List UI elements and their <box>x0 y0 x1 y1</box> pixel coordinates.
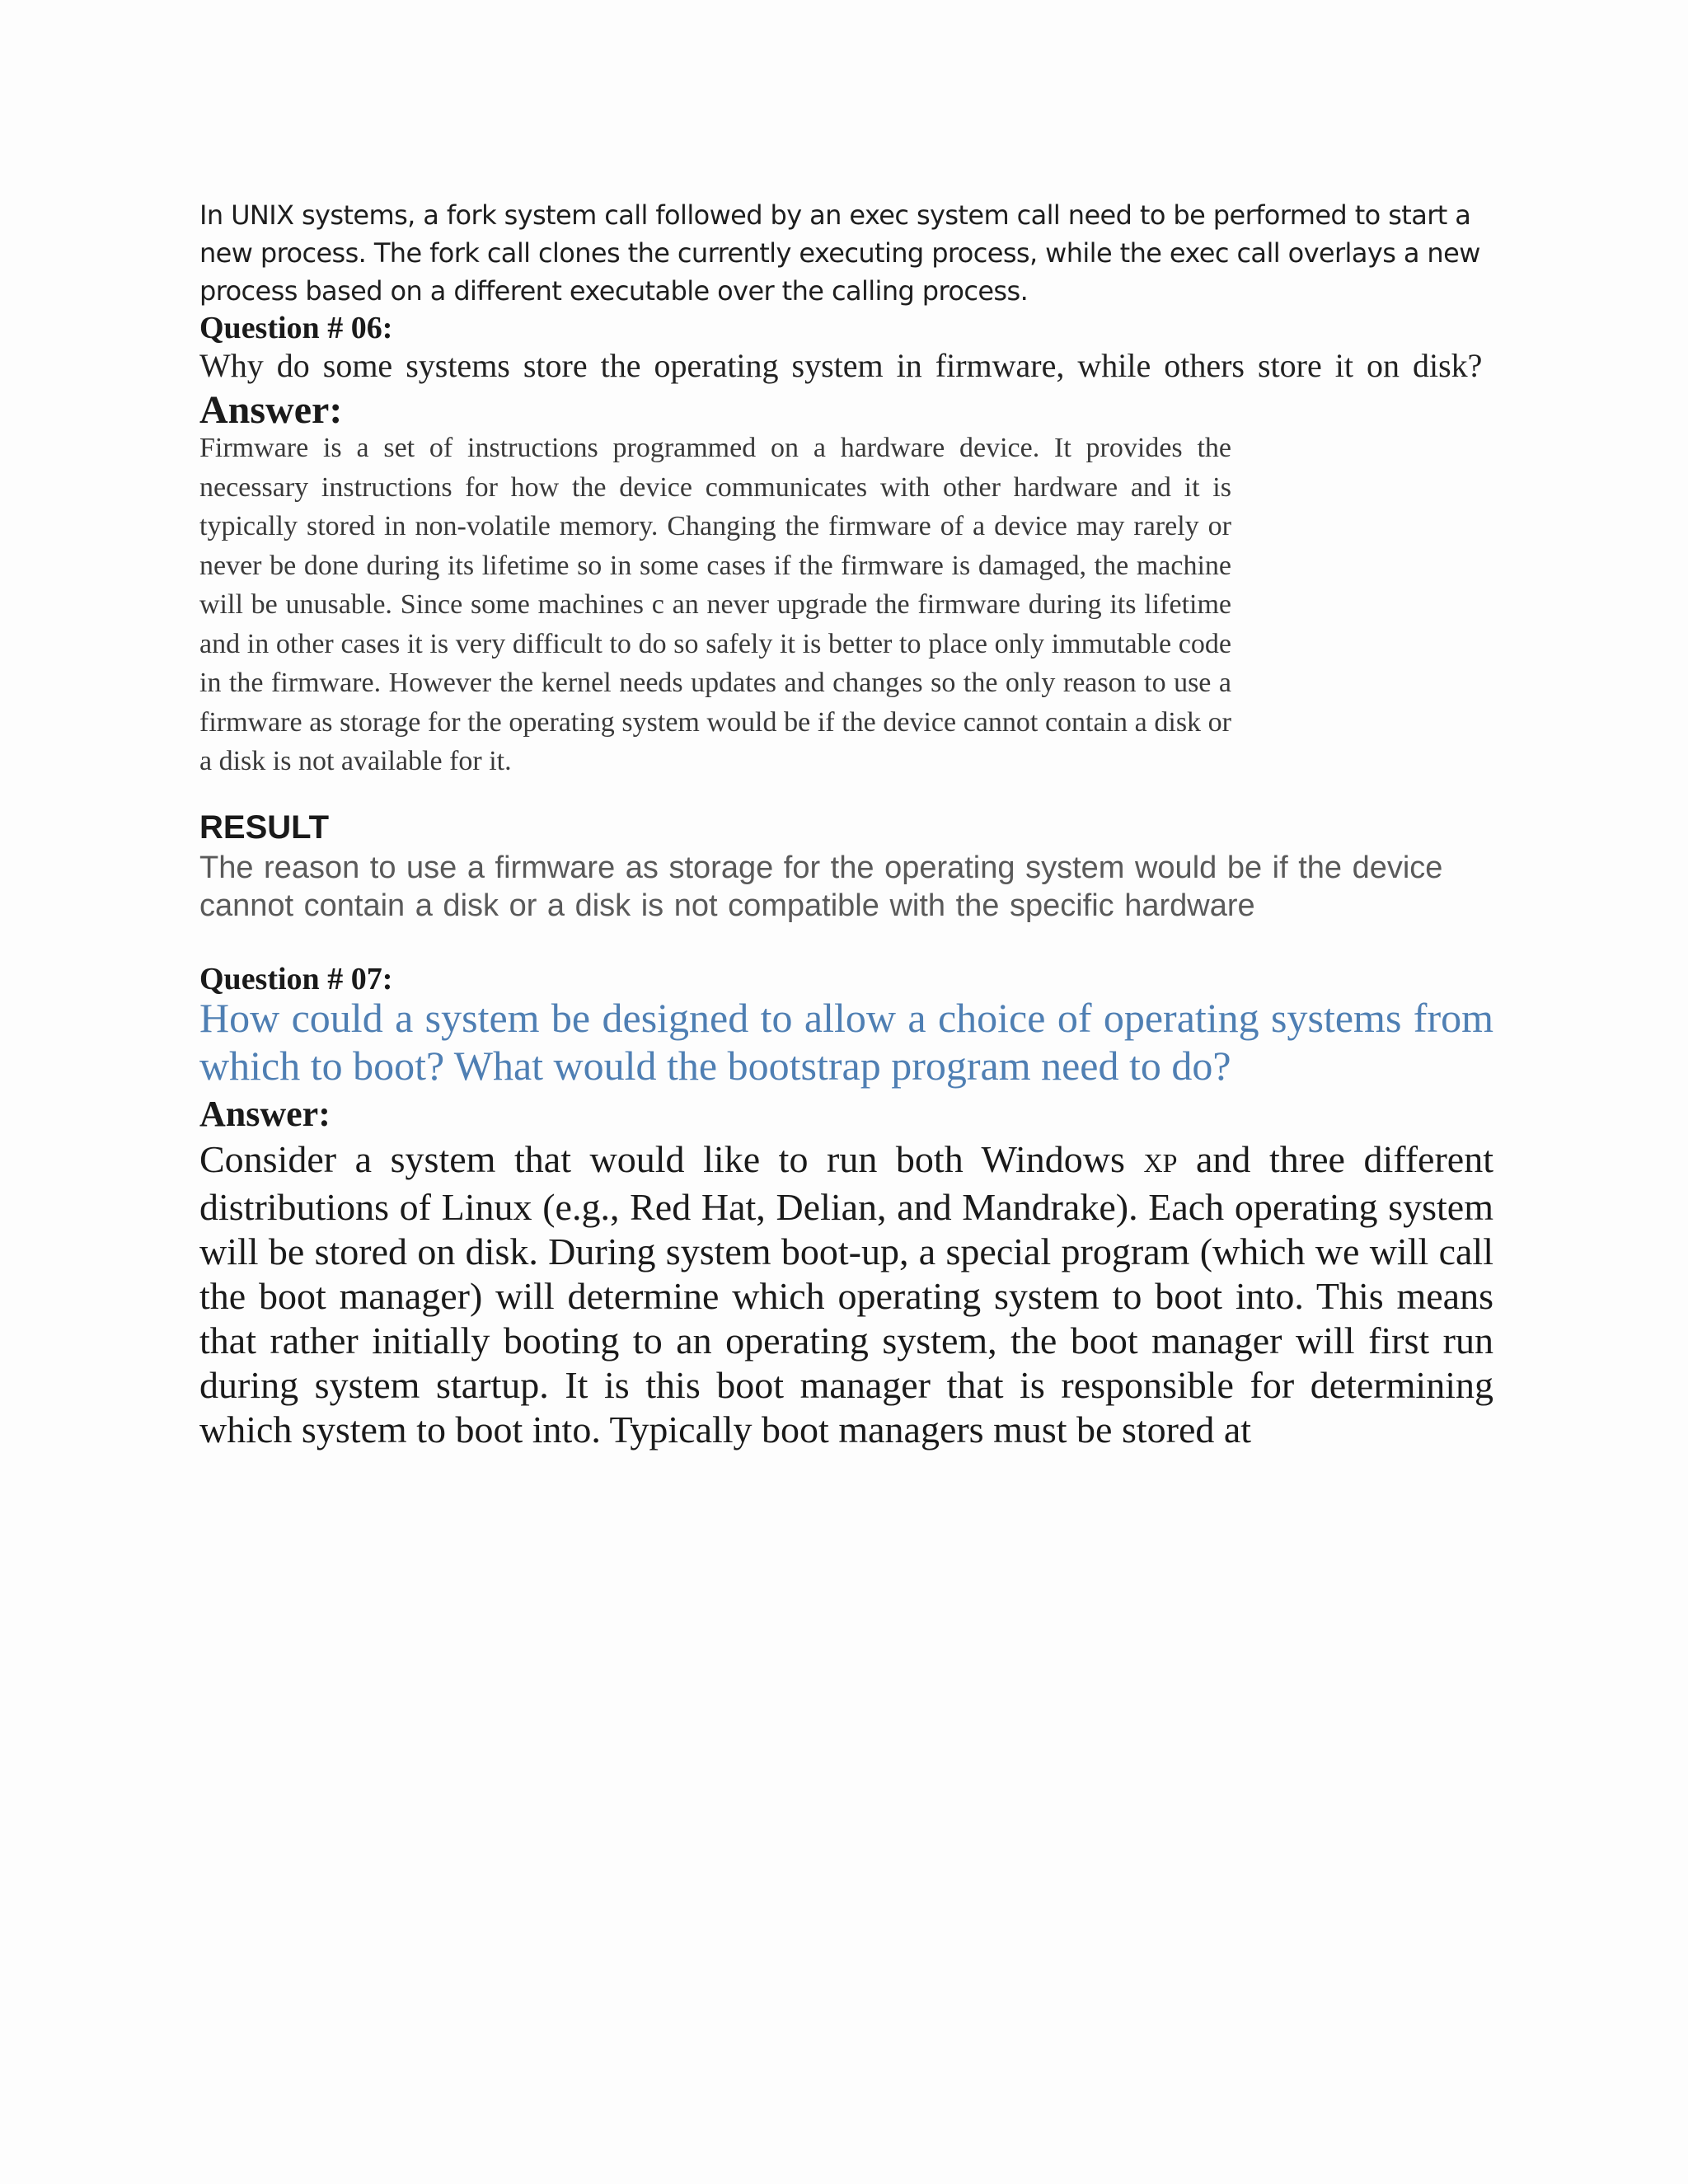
question-7-answer <box>199 1137 1493 1452</box>
question-7-label: Question # 07: <box>199 962 393 996</box>
question-7-text: How could a system be designed to allow a choice of operating systems from which to boot? What would the bootstrap program need to do? <box>199 995 1493 1089</box>
answer-text-part-1: Consider a system that would like to run both Windows <box>199 1138 1144 1180</box>
question-6-label: Question # 06: <box>199 311 393 345</box>
question-6-text: Why do some systems store the operating system in firmware, while others store it on disk? <box>199 347 1483 384</box>
answer-xp-smallcaps: XP <box>1143 1148 1178 1178</box>
result-label: RESULT <box>199 809 330 846</box>
question-7-answer-label: Answer: <box>199 1094 331 1134</box>
question-6-answer-label: Answer: <box>199 388 343 432</box>
result-text: The reason to use a firmware as storage for the operating system would be if the device cannot contain a disk or a disk is not compatible with the specific hardware <box>199 851 1443 923</box>
answer-text-part-2: and three different distributions of Linux (e.g., Red Hat, Delian, and Mandrake). Each operating system will be stored on disk. During system boot-up, a special program (which we will call the boot manager) will determine which operating system to boot into. This means that rather initially booting to an operating system, the boot manager will first run during system startup. It is this boot manager that is responsible for determining which system to boot into. Typically boot managers must be stored at <box>199 1138 1493 1451</box>
question-6-answer: Firmware is a set of instructions programmed on a hardware device. It provides the necessary instructions for how the device communicates with other hardware and it is typically stored in non-volatile memory. Changing the firmware of a device may rarely or never be done during its lifetime so in some cases if the firmware is damaged, the machine will be unusable. Since some machines c an never upgrade the firmware during its lifetime and in other cases it is very difficult to do so safely it is better to place only immutable code in the firmware. However the kernel needs updates and changes so the only reason to use a firmware as storage for the operating system would be if the device cannot contain a disk or a disk is not available for it. <box>199 433 1231 776</box>
intro-paragraph: In UNIX systems, a fork system call followed by an exec system call need to be performed to start a new process. The fork call clones the currently executing process, while the exec call overlays a new process based on a different executable over the calling process. <box>199 199 1480 307</box>
